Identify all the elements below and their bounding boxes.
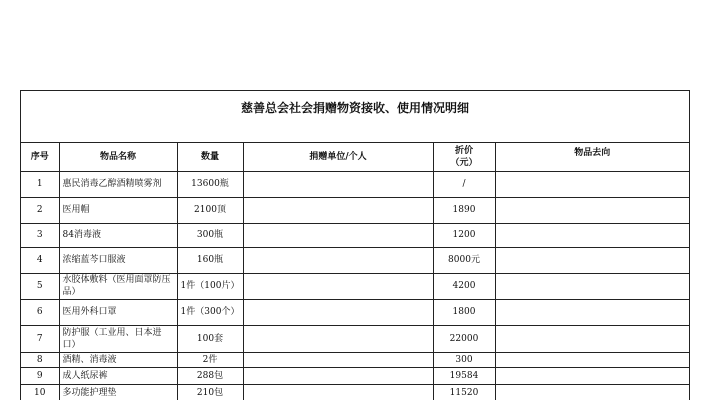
cell-name: 84消毒液 (59, 223, 177, 247)
cell-destination (495, 171, 689, 197)
table-row (21, 197, 689, 223)
table-row (21, 325, 689, 352)
cell-name: 浓缩蓝芩口服液 (59, 247, 177, 273)
cell-donor (243, 299, 433, 325)
table-row (21, 223, 689, 247)
cell-price: 4200 (433, 273, 495, 299)
cell-quantity: 13600瓶 (177, 171, 243, 197)
cell-price: 1890 (433, 197, 495, 223)
col-header-index: 序号 (21, 143, 59, 171)
cell-index: 8 (21, 352, 59, 367)
col-header-donor: 捐赠单位/个人 (243, 143, 433, 171)
cell-quantity: 2件 (177, 352, 243, 367)
table-row (21, 352, 689, 367)
cell-index: 7 (21, 325, 59, 352)
cell-destination (495, 247, 689, 273)
table-row (21, 247, 689, 273)
cell-price: 19584 (433, 367, 495, 384)
cell-donor (243, 273, 433, 299)
cell-destination (495, 273, 689, 299)
cell-name: 水胶体敷料（医用面罩防压品） (59, 273, 177, 299)
col-header-quantity: 数量 (177, 143, 243, 171)
col-header-name: 物品名称 (59, 143, 177, 171)
cell-destination (495, 223, 689, 247)
cell-quantity: 1件（300个） (177, 299, 243, 325)
cell-index: 6 (21, 299, 59, 325)
cell-index: 5 (21, 273, 59, 299)
col-header-price (433, 143, 495, 171)
col-header-destination: 物品去向 (495, 143, 689, 171)
cell-price: 1200 (433, 223, 495, 247)
cell-price: 300 (433, 352, 495, 367)
cell-donor (243, 352, 433, 367)
col-header-price-line1: 折价 (454, 145, 473, 156)
col-header-price-line2: （元） (450, 157, 478, 168)
cell-quantity: 160瓶 (177, 247, 243, 273)
cell-name: 防护服（工业用、日本进口） (59, 325, 177, 352)
cell-quantity: 300瓶 (177, 223, 243, 247)
cell-index: 1 (21, 171, 59, 197)
cell-price: 8000元 (433, 247, 495, 273)
cell-quantity: 288包 (177, 367, 243, 384)
table-row (21, 367, 689, 384)
cell-quantity: 2100顶 (177, 197, 243, 223)
cell-destination (495, 325, 689, 352)
cell-quantity: 1件（100片） (177, 273, 243, 299)
cell-index: 4 (21, 247, 59, 273)
cell-destination (495, 197, 689, 223)
cell-price: 1800 (433, 299, 495, 325)
cell-quantity: 100套 (177, 325, 243, 352)
cell-destination (495, 384, 689, 400)
cell-destination (495, 352, 689, 367)
table-row (21, 299, 689, 325)
cell-name: 医用帽 (59, 197, 177, 223)
cell-donor (243, 197, 433, 223)
table-row (21, 384, 689, 400)
cell-name: 医用外科口罩 (59, 299, 177, 325)
cell-name: 酒精、消毒液 (59, 352, 177, 367)
cell-index: 2 (21, 197, 59, 223)
cell-name: 成人纸尿裤 (59, 367, 177, 384)
table-row (21, 171, 689, 197)
cell-price: / (433, 171, 495, 197)
cell-quantity: 210包 (177, 384, 243, 400)
cell-donor (243, 223, 433, 247)
cell-name: 惠民消毒乙醇酒精喷雾剂 (59, 171, 177, 197)
cell-name: 多功能护理垫 (59, 384, 177, 400)
cell-donor (243, 384, 433, 400)
cell-donor (243, 325, 433, 352)
cell-destination (495, 299, 689, 325)
cell-price: 11520 (433, 384, 495, 400)
cell-index: 9 (21, 367, 59, 384)
donation-table (21, 143, 689, 400)
cell-index: 10 (21, 384, 59, 400)
cell-index: 3 (21, 223, 59, 247)
donation-sheet (20, 90, 690, 400)
cell-destination (495, 367, 689, 384)
table-row (21, 273, 689, 299)
cell-price: 22000 (433, 325, 495, 352)
header-row (21, 143, 689, 171)
cell-donor (243, 247, 433, 273)
cell-donor (243, 367, 433, 384)
sheet-title: 慈善总会社会捐赠物资接收、使用情况明细 (21, 91, 689, 143)
cell-donor (243, 171, 433, 197)
